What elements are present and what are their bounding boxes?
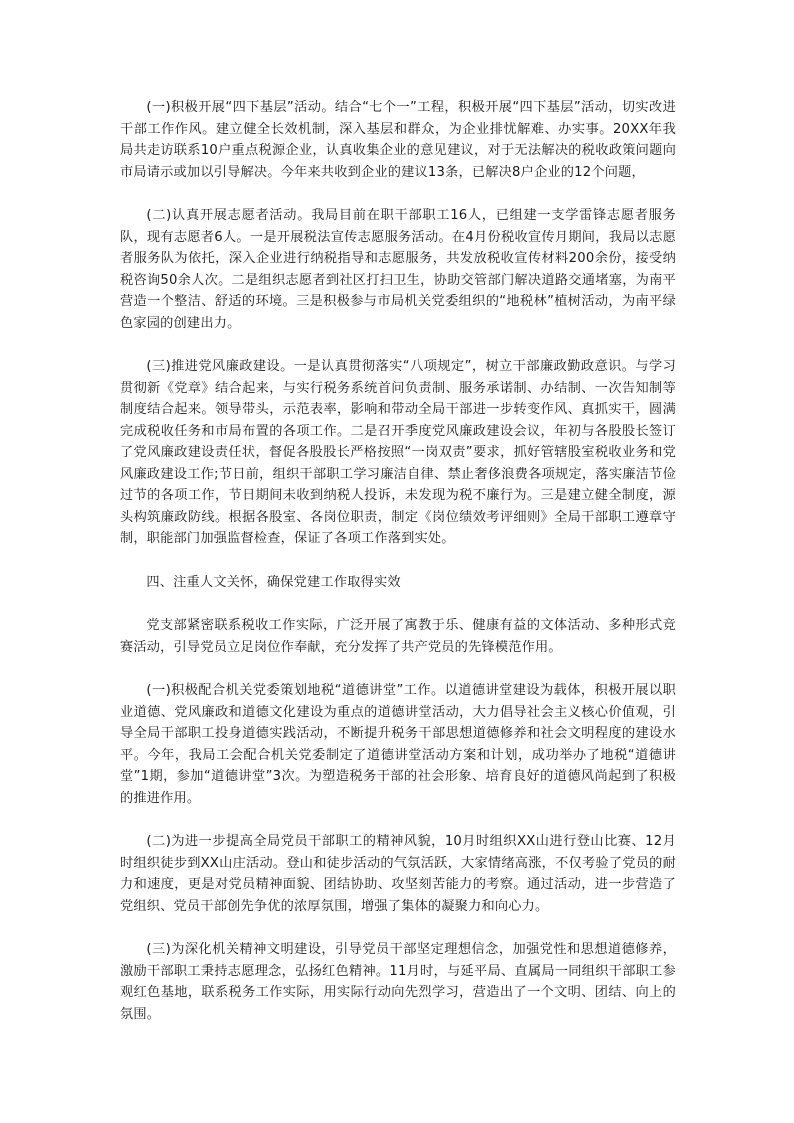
document-body — [120, 97, 676, 1047]
paragraph-four-down-activity: (一)积极开展“四下基层”活动。结合“七个一”工程，积极开展“四下基层”活动，切实改进干部工作作风。建立健全长效机制，深入基层和群众，为企业排忧解难、办实事。20XX年我局共走访联系10户重点税源企业，认真收集企业的意见建议，对于无法解决的税收政策问题向市局请示或加以引导解决。今年来共收到企业的建议13条，已解决8户企业的12个问题， — [120, 100, 676, 180]
paragraph-hiking-activity: (二)为进一步提高全局党员干部职工的精神风貌，10月时组织XX山进行登山比赛、12月时组织徒步到XX山庄活动。登山和徒步活动的气氛活跃，大家情绪高涨，不仅考验了党员的耐力和速度，更是对党员精神面貌、团结协助、攻坚刻苦能力的考察。通过活动，进一步营造了党组织、党员干部创先争优的浓厚氛围，增强了集体的凝聚力和向心力。 — [120, 834, 676, 914]
paragraph-integrity-building: (三)推进党风廉政建设。一是认真贯彻落实“八项规定”，树立干部廉政勤政意识。与学习贯彻新《党章》结合起来，与实行税务系统首问负责制、服务承诺制、办结制、一次告知制等制度结合起来。领导带头，示范表率，影响和带动全局干部进一步转变作风、真抓实干，圆满完成税收任务和市局布置的各项工作。二是召开季度党风廉政建设会议，年初与各股股长签订了党风廉政建设责任状，督促各股股长严格按照“一岗双责”要求，抓好管辖股室税收业务和党风廉政建设工作;节日前，组织干部职工学习廉洁自律、禁止奢侈浪费各项规定，落实廉洁节俭过节的各项工作，节日期间未收到纳税人投诉，未发现为税不廉行为。三是建立健全制度，源头构筑廉政防线。根据各股室、各岗位职责，制定《岗位绩效考评细则》全局干部职工遵章守制，职能部门加强监督检查，保证了各项工作落到实处。 — [120, 359, 676, 546]
paragraph-red-base-visit: (三)为深化机关精神文明建设，引导党员干部坚定理想信念，加强党性和思想道德修养，激励干部职工秉持志愿理念，弘扬红色精神。11月时，与延平局、直属局一同组织干部职工参观红色基地，联系税务工作实际，用实际行动向先烈学习，营造出了一个文明、团结、向上的氛围。 — [120, 942, 676, 1022]
paragraph-party-branch-intro: 党支部紧密联系税收工作实际，广泛开展了寓教于乐、健康有益的文体活动、多种形式竞赛活动，引导党员立足岗位作奉献，充分发挥了共产党员的先锋模范作用。 — [120, 618, 676, 655]
paragraph-volunteer-activity: (二)认真开展志愿者活动。我局目前在职干部职工16人，已组建一支学雷锋志愿者服务队，现有志愿者6人。一是开展税法宣传志愿服务活动。在4月份税收宣传月期间，我局以志愿者服务队为依托，深入企业进行纳税指导和志愿服务，共发放税收宣传材料200余份，接受纳税咨询50余人次。二是组织志愿者到社区打扫卫生，协助交管部门解决道路交通堵塞，为南平营造一个整洁、舒适的环境。三是积极参与市局机关党委组织的“地税林”植树活动，为南平绿色家园的创建出力。 — [120, 208, 676, 331]
section-heading-humanistic-care: 四、注重人文关怀，确保党建工作取得实效 — [146, 574, 401, 590]
paragraph-morality-lecture: (一)积极配合机关党委策划地税“道德讲堂”工作。以道德讲堂建设为载体，积极开展以职业道德、党风廉政和道德文化建设为重点的道德讲堂活动，大力倡导社会主义核心价值观，引导全局干部职工投身道德实践活动，不断提升税务干部思想道德修养和社会文明程度的建设水平。今年，我局工会配合机关党委制定了道德讲堂活动方案和计划，成功举办了地税“道德讲堂”1期，参加“道德讲堂”3次。为塑造税务干部的社会形象、培育良好的道德风尚起到了积极的推进作用。 — [120, 683, 676, 806]
